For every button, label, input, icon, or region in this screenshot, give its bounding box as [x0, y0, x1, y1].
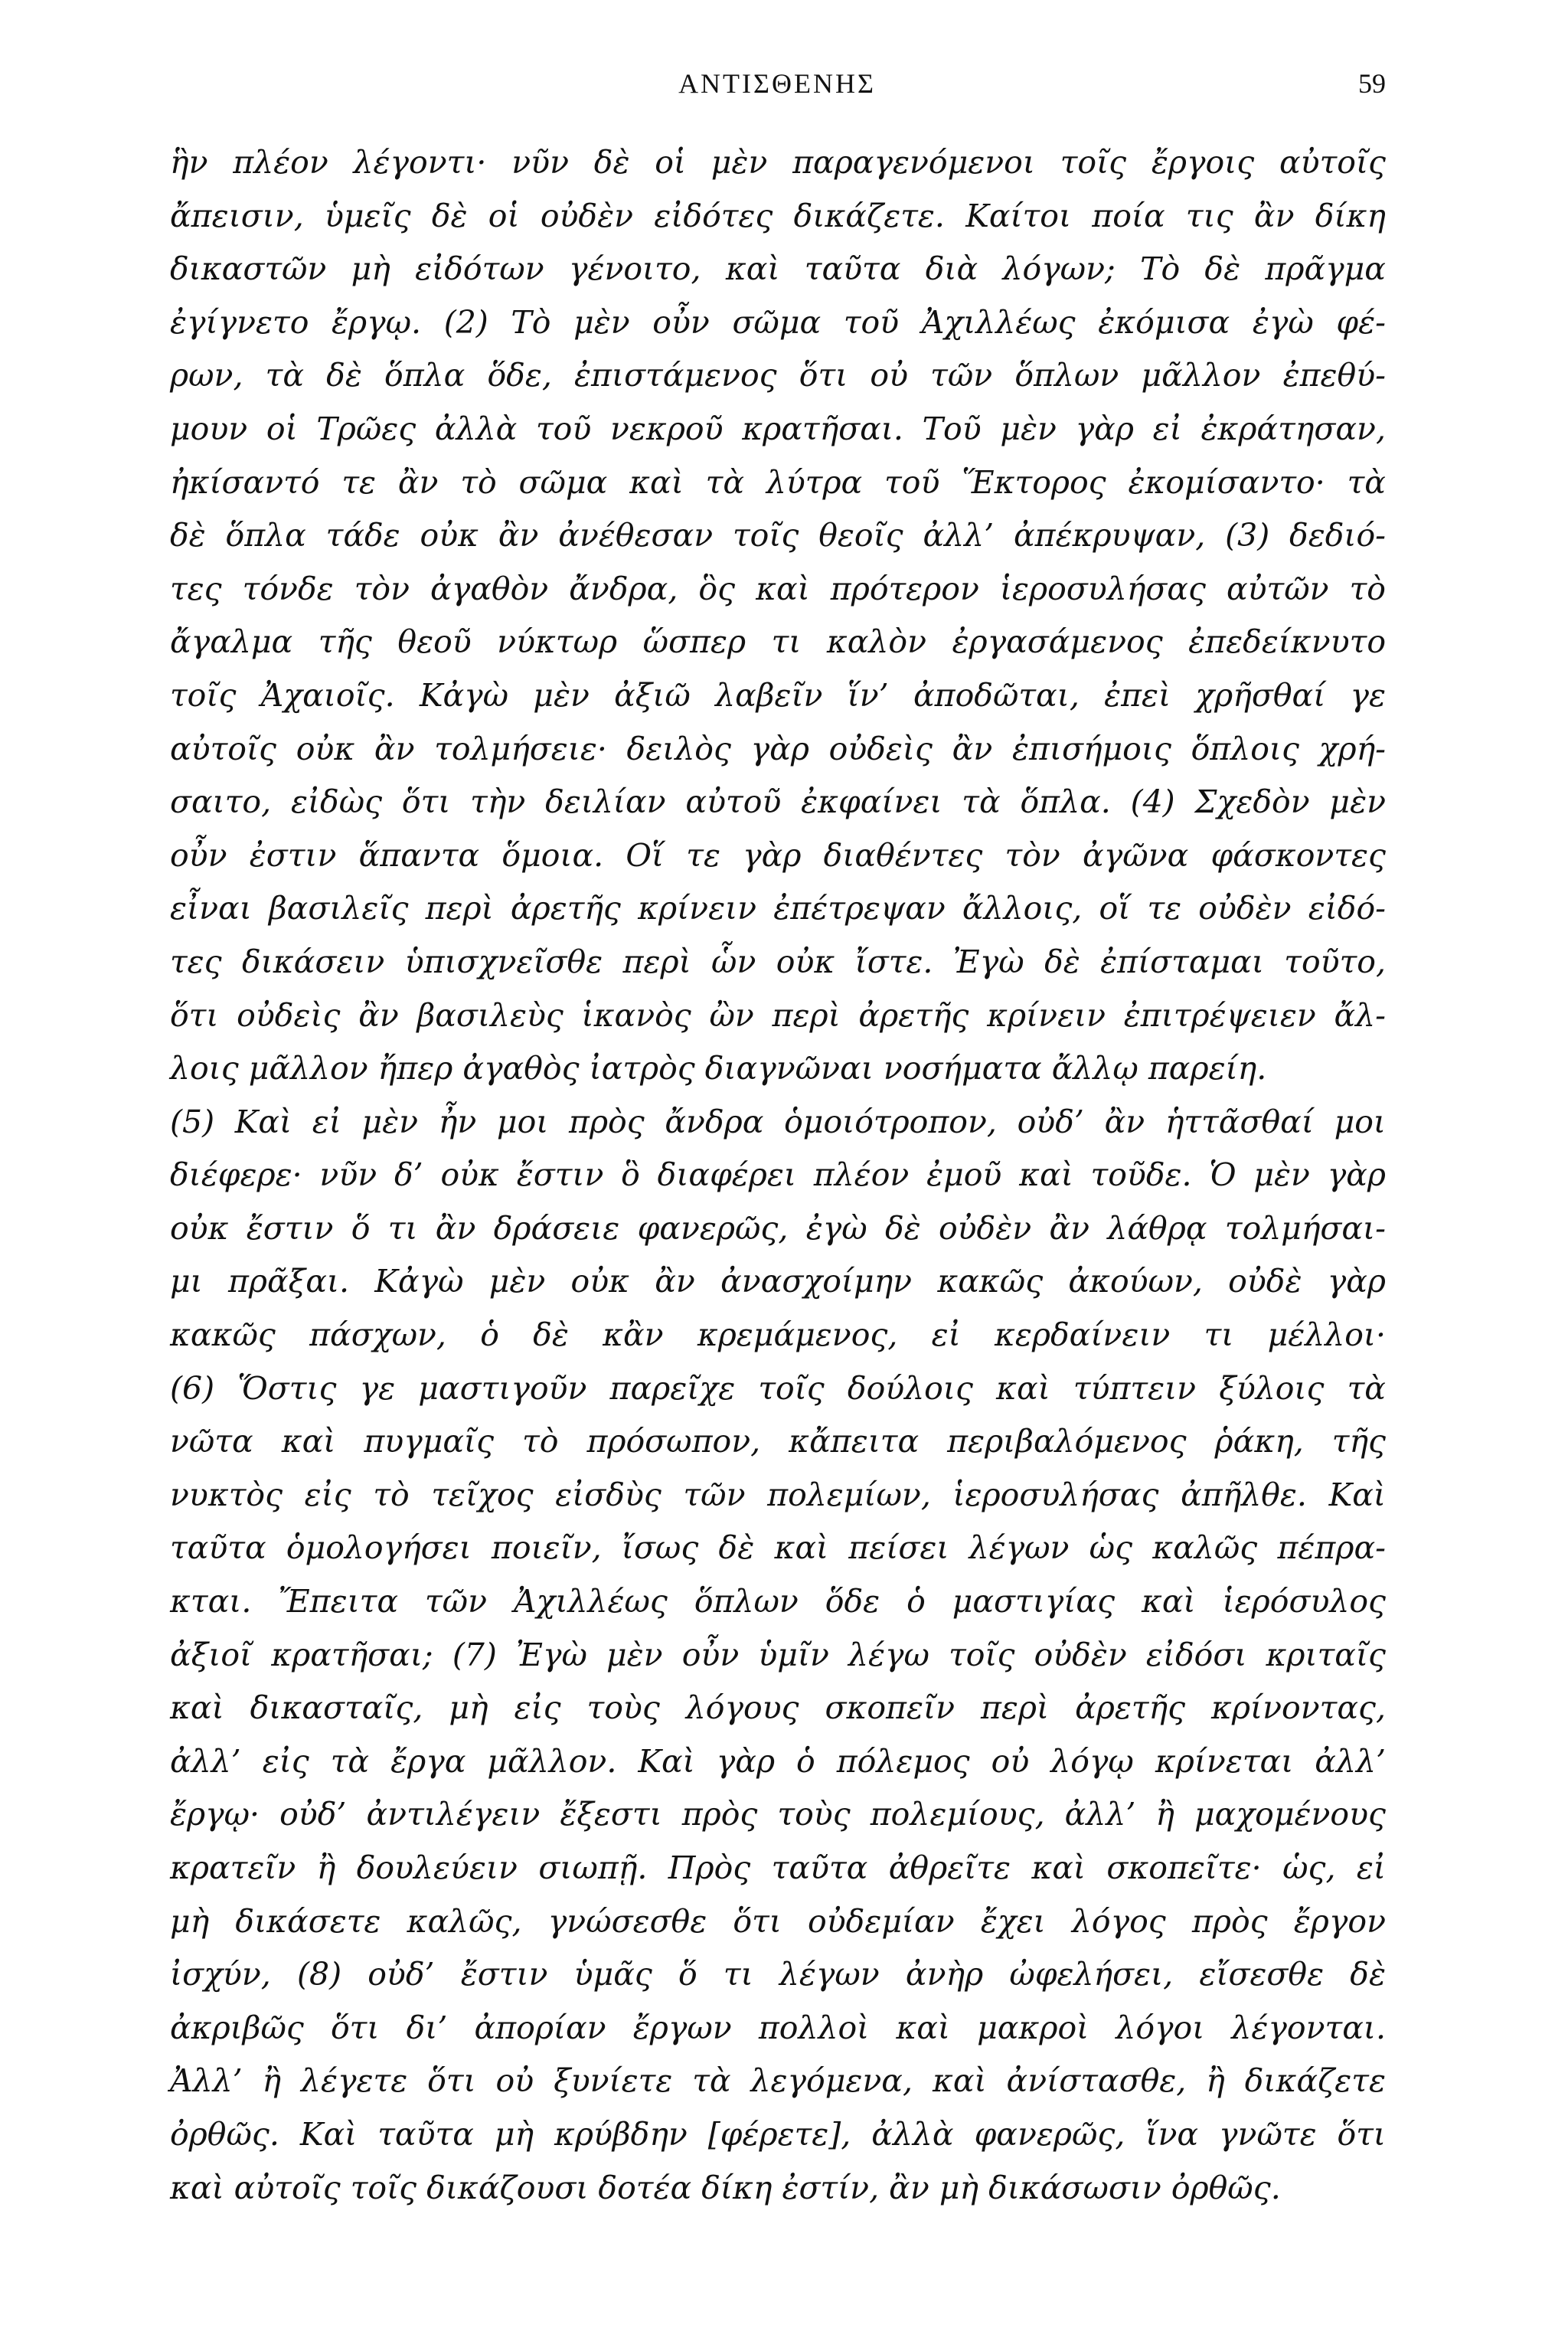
text-line: ἰσχύν, (8) οὐδ’ ἔστιν ὑμᾶς ὅ τι λέγων ἀνὴρ ὠφελήσει, εἴσεσθε δὲ	[170, 1956, 1386, 1993]
text-line: νυκτὸς εἰς τὸ τεῖχος εἰσδὺς τῶν πολεμίων, ἱεροσυλήσας ἀπῆλθε. Καὶ	[170, 1476, 1386, 1513]
text-line: μὴ δικάσετε καλῶς, γνώσεσθε ὅτι οὐδεμίαν ἔχει λόγος πρὸς ἔργον	[170, 1902, 1386, 1940]
running-title: ΑΝΤΙΣΘΕΝΗΣ	[678, 68, 876, 99]
text-line: (6) Ὅστις γε μαστιγοῦν παρεῖχε τοῖς δούλοις καὶ τύπτειν ξύλοις τὰ	[170, 1369, 1386, 1407]
text-line: δὲ ὅπλα τάδε οὐκ ἂν ἀνέθεσαν τοῖς θεοῖς ἀλλ’ ἀπέκρυψαν, (3) δεδιό-	[170, 517, 1386, 554]
text-line: ἀξιοῖ κρατῆσαι; (7) Ἐγὼ μὲν οὖν ὑμῖν λέγω τοῖς οὐδὲν εἰδόσι κριταῖς	[170, 1636, 1386, 1673]
text-line: κακῶς πάσχων, ὁ δὲ κἂν κρεμάμενος, εἰ κερδαίνειν τι μέλλοι·	[170, 1316, 1386, 1354]
text-line: ἠκίσαντό τε ἂν τὸ σῶμα καὶ τὰ λύτρα τοῦ Ἕκτορος ἐκομίσαντο· τὰ	[170, 463, 1386, 501]
text-line: (5) Καὶ εἰ μὲν ἦν μοι πρὸς ἄνδρα ὁμοιότροπον, οὐδ’ ἂν ἡττᾶσθαί μοι	[170, 1103, 1386, 1140]
text-line: ἀκριβῶς ὅτι δι’ ἀπορίαν ἔργων πολλοὶ καὶ μακροὶ λόγοι λέγονται.	[170, 2009, 1386, 2046]
text-line: καὶ δικασταῖς, μὴ εἰς τοὺς λόγους σκοπεῖν περὶ ἀρετῆς κρίνοντας,	[170, 1689, 1386, 1727]
text-line: ταῦτα ὁμολογήσει ποιεῖν, ἴσως δὲ καὶ πείσει λέγων ὡς καλῶς πέπρα-	[170, 1529, 1386, 1567]
text-line: ἣν πλέον λέγοντι· νῦν δὲ οἱ μὲν παραγενόμενοι τοῖς ἔργοις αὐτοῖς	[170, 144, 1386, 181]
text-line: κρατεῖν ἢ δουλεύειν σιωπῇ. Πρὸς ταῦτα ἀθρεῖτε καὶ σκοπεῖτε· ὡς, εἰ	[170, 1849, 1386, 1886]
text-line: τοῖς Ἀχαιοῖς. Κἀγὼ μὲν ἀξιῶ λαβεῖν ἵν’ ἀποδῶται, ἐπεὶ χρῆσθαί γε	[170, 676, 1386, 714]
text-line: μι πρᾶξαι. Κἀγὼ μὲν οὐκ ἂν ἀνασχοίμην κακῶς ἀκούων, οὐδὲ γὰρ	[170, 1263, 1386, 1300]
text-line: νῶτα καὶ πυγμαῖς τὸ πρόσωπον, κἄπειτα περιβαλόμενος ῥάκη, τῆς	[170, 1423, 1386, 1460]
page-header	[168, 67, 1386, 113]
text-line: ἀλλ’ εἰς τὰ ἔργα μᾶλλον. Καὶ γὰρ ὁ πόλεμος οὐ λόγῳ κρίνεται ἀλλ’	[170, 1742, 1386, 1780]
text-line: οὖν ἐστιν ἅπαντα ὅμοια. Οἵ τε γὰρ διαθέντες τὸν ἀγῶνα φάσκοντες	[170, 836, 1386, 874]
text-line: αὐτοῖς οὐκ ἂν τολμήσειε· δειλὸς γὰρ οὐδεὶς ἂν ἐπισήμοις ὅπλοις χρή-	[170, 730, 1386, 767]
text-line: οὐκ ἔστιν ὅ τι ἂν δράσειε φανερῶς, ἐγὼ δὲ οὐδὲν ἂν λάθρᾳ τολμήσαι-	[170, 1209, 1386, 1247]
text-line: σαιτο, εἰδὼς ὅτι τὴν δειλίαν αὐτοῦ ἐκφαίνει τὰ ὅπλα. (4) Σχεδὸν μὲν	[170, 783, 1386, 821]
text-line: ὀρθῶς. Καὶ ταῦτα μὴ κρύβδην [φέρετε], ἀλλὰ φανερῶς, ἵνα γνῶτε ὅτι	[170, 2115, 1386, 2153]
text-line: Ἀλλ’ ἢ λέγετε ὅτι οὐ ξυνίετε τὰ λεγόμενα, καὶ ἀνίστασθε, ἢ δικάζετε	[170, 2062, 1386, 2100]
text-line: δικαστῶν μὴ εἰδότων γένοιτο, καὶ ταῦτα διὰ λόγων; Τὸ δὲ πρᾶγμα	[170, 250, 1386, 288]
text-line: διέφερε· νῦν δ’ οὐκ ἔστιν ὃ διαφέρει πλέον ἐμοῦ καὶ τοῦδε. Ὁ μὲν γὰρ	[170, 1156, 1386, 1194]
text-line: μουν οἱ Τρῶες ἀλλὰ τοῦ νεκροῦ κρατῆσαι. Τοῦ μὲν γὰρ εἰ ἐκράτησαν,	[170, 410, 1386, 447]
text-line: κται. Ἔπειτα τῶν Ἀχιλλέως ὅπλων ὅδε ὁ μαστιγίας καὶ ἱερόσυλος	[170, 1583, 1386, 1620]
text-line: ἄπεισιν, ὑμεῖς δὲ οἱ οὐδὲν εἰδότες δικάζετε. Καίτοι ποία τις ἂν δίκη	[170, 197, 1386, 234]
text-line: τες τόνδε τὸν ἀγαθὸν ἄνδρα, ὃς καὶ πρότερον ἱεροσυλήσας αὐτῶν τὸ	[170, 570, 1386, 607]
text-line: ἐγίγνετο ἔργῳ. (2) Τὸ μὲν οὖν σῶμα τοῦ Ἀχιλλέως ἐκόμισα ἐγὼ φέ-	[170, 303, 1386, 341]
main-text	[170, 136, 1386, 2215]
text-line: καὶ αὐτοῖς τοῖς δικάζουσι δοτέα δίκη ἐστίν, ἂν μὴ δικάσωσιν ὀρθῶς.	[170, 2169, 1281, 2206]
text-line: εἶναι βασιλεῖς περὶ ἀρετῆς κρίνειν ἐπέτρεψαν ἄλλοις, οἵ τε οὐδὲν εἰδό-	[170, 890, 1386, 927]
page-number: 59	[1358, 68, 1386, 99]
text-line: ὅτι οὐδεὶς ἂν βασιλεὺς ἱκανὸς ὢν περὶ ἀρετῆς κρίνειν ἐπιτρέψειεν ἄλ-	[170, 996, 1386, 1034]
text-line: ἔργῳ· οὐδ’ ἀντιλέγειν ἔξεστι πρὸς τοὺς πολεμίους, ἀλλ’ ἢ μαχομένους	[170, 1796, 1386, 1833]
text-line: ἄγαλμα τῆς θεοῦ νύκτωρ ὥσπερ τι καλὸν ἐργασάμενος ἐπεδείκνυτο	[170, 623, 1386, 661]
text-line: τες δικάσειν ὑπισχνεῖσθε περὶ ὧν οὐκ ἴστε. Ἐγὼ δὲ ἐπίσταμαι τοῦτο,	[170, 943, 1386, 980]
text-line: ρων, τὰ δὲ ὅπλα ὅδε, ἐπιστάμενος ὅτι οὐ τῶν ὅπλων μᾶλλον ἐπεθύ-	[170, 357, 1386, 394]
text-line: λοις μᾶλλον ἤπερ ἀγαθὸς ἰατρὸς διαγνῶναι νοσήματα ἄλλῳ παρείη.	[170, 1050, 1267, 1087]
